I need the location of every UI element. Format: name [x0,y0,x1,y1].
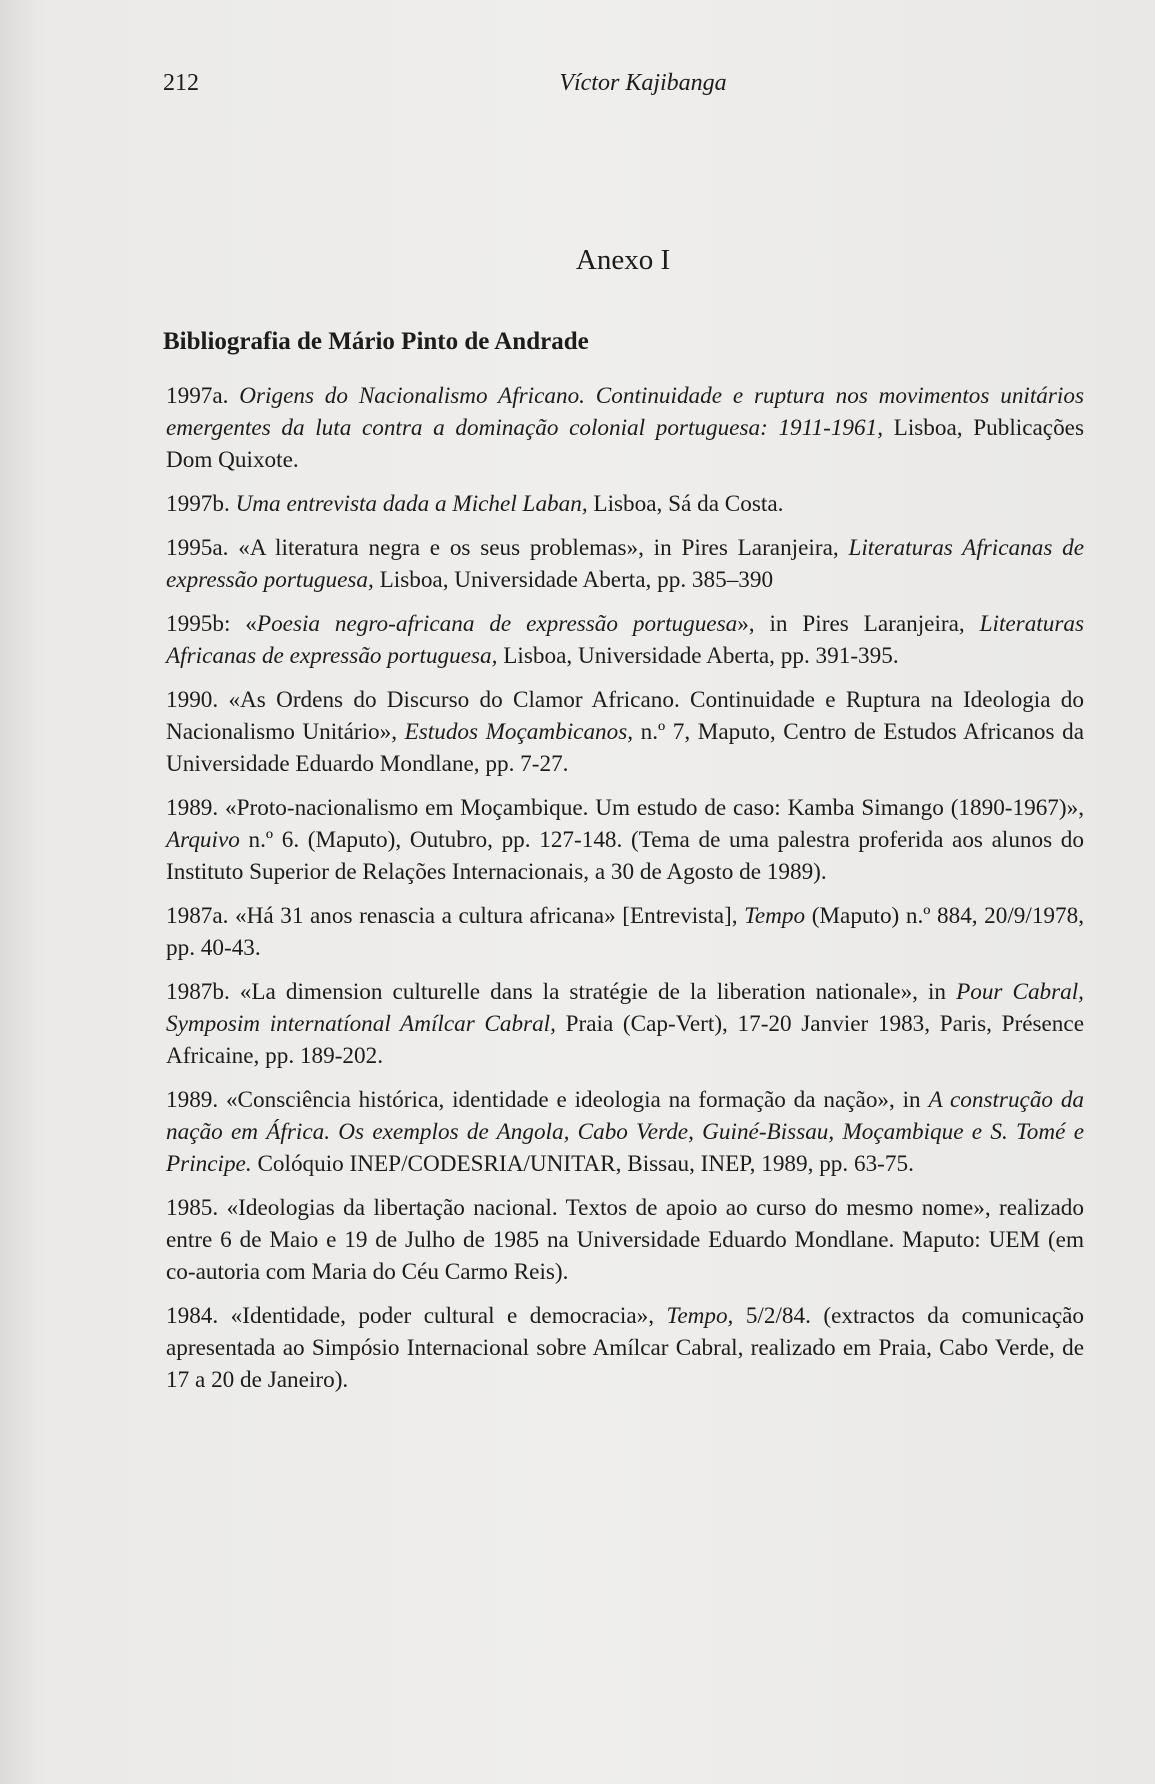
bibliography-entry: 1997b. Uma entrevista dada a Michel Laban, Lisboa, Sá da Costa. [166,491,784,517]
annex-title: Anexo I [575,244,671,276]
running-head: Víctor Kajibanga [559,70,727,96]
bibliography-entry: 1990. «As Ordens do Discurso do Clamor Africano. Continuidade e Ruptura na Ideologia do Nacionalismo Unitário», Estudos Moçambicanos, n.º 7, Maputo, Centro de Estudos Africanos da Universidade Eduardo Mondlane, pp. 7-27. [166,687,1084,777]
bibliography-entry: 1987a. «Há 31 anos renascia a cultura africana» [Entrevista], Tempo (Maputo) n.º 884, 20/9/1978, pp. 40-43. [166,903,1084,961]
page-number: 212 [163,70,199,96]
bibliography-entry: 1995b: «Poesia negro-africana de expressão portuguesa», in Pires Laranjeira, Literaturas Africanas de expressão portuguesa, Lisboa, Universidade Aberta, pp. 391-395. [166,611,1084,669]
bibliography-entry: 1989. «Consciência histórica, identidade e ideologia na formação da nação», in A construção da nação em África. Os exemplos de Angola, Cabo Verde, Guiné-Bissau, Moçambique e S. Tomé e Principe. Colóquio INEP/CODESRIA/UNITAR, Bissau, INEP, 1989, pp. 63-75. [166,1087,1085,1177]
bibliography-entry: 1995a. «A literatura negra e os seus problemas», in Pires Laranjeira, Literaturas Africanas de expressão portuguesa, Lisboa, Universidade Aberta, pp. 385–390 [166,535,1084,593]
bibliography-entry: 1997a. Origens do Nacionalismo Africano. Continuidade e ruptura nos movimentos unitários emergentes da luta contra a dominação colonial portuguesa: 1911-1961, Lisboa, Publicações Dom Quixote. [166,383,1084,473]
bibliography-entry: 1985. «Ideologias da libertação nacional. Textos de apoio ao curso do mesmo nome», realizado entre 6 de Maio e 19 de Julho de 1985 na Universidade Eduardo Mondlane. Maputo: UEM (em co-autoria com Maria do Céu Carmo Reis). [166,1195,1084,1285]
bibliography-list [166,380,1084,1408]
bibliography-entry: 1989. «Proto-nacionalismo em Moçambique. Um estudo de caso: Kamba Simango (1890-1967)», Arquivo n.º 6. (Maputo), Outubro, pp. 127-148. (Tema de uma palestra proferida aos alunos do Instituto Superior de Relações Internacionais, a 30 de Agosto de 1989). [166,795,1084,885]
bibliography-title: Bibliografia de Mário Pinto de Andrade [163,328,589,355]
page-header [163,70,1083,104]
bibliography-entry: 1987b. «La dimension culturelle dans la stratégie de la liberation nationale», in Pour Cabral, Symposim internatíonal Amílcar Cabral, Praia (Cap-Vert), 17-20 Janvier 1983, Paris, Présence Africaine, pp. 189-202. [166,979,1084,1069]
bibliography-entry: 1984. «Identidade, poder cultural e democracia», Tempo, 5/2/84. (extractos da comunicação apresentada ao Simpósio Internacional sobre Amílcar Cabral, realizado em Praia, Cabo Verde, de 17 a 20 de Janeiro). [166,1303,1084,1393]
